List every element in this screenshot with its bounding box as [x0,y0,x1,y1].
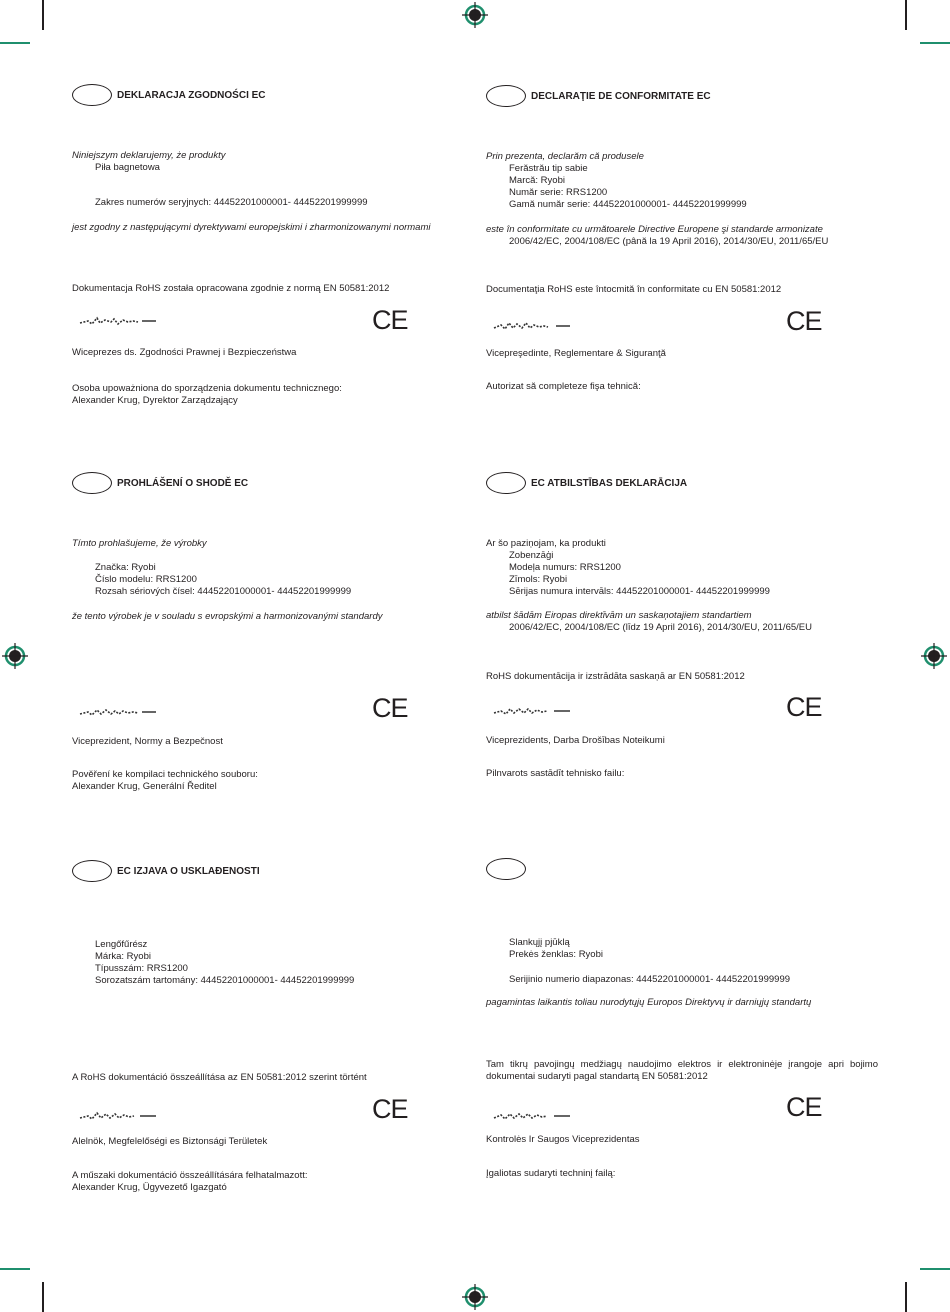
serial-range: Sērijas numura intervāls: 44452201000001- 44452201999999 [509,586,770,597]
signatory-role: Vicepreşedinte, Reglementare & Siguranţă [486,348,666,359]
intro-text: Niniejszym deklarujemy, że produkty [72,150,226,161]
serial-range: Zakres numerów seryjnych: 44452201000001- 44452201999999 [95,197,368,208]
brand: Márka: Ryobi [95,951,151,962]
brand: Zīmols: Ryobi [509,574,568,585]
crop-mark-right-bottom [920,1268,950,1270]
registration-target-icon [2,643,28,669]
conformity-text: že tento výrobek je v souladu s evropskými a harmonizovanými standardy [72,611,383,622]
signature-image [492,705,572,717]
crop-mark-left-bottom [0,1268,30,1270]
model-number: Típusszám: RRS1200 [95,963,188,974]
crop-mark-bottom-right [905,1282,907,1312]
crop-mark-top-left [42,0,44,30]
product-name: Zobenzāģi [509,550,554,561]
conformity-text: jest zgodny z następującymi dyrektywami europejskimi i zharmonizowanymi normami [72,222,431,233]
conformity-text: atbilst šādām Eiropas direktīvām un saskaņotajiem standartiem [486,610,752,621]
signature-image [492,1110,572,1122]
product-name: Lengőfűrész [95,939,148,950]
ce-mark: CE [786,692,822,722]
product-name: Ferăstrău tip sabie [509,163,588,174]
section-title: EC IZJAVA O USKLAĐENOSTI [117,866,260,877]
signatory-role: Kontrolės Ir Saugos Viceprezidentas [486,1134,640,1145]
serial-range: Serijinio numerio diapazonas: 44452201000001- 44452201999999 [509,974,791,985]
rohs-text: RoHS dokumentācija ir izstrādāta saskaņā ar EN 50581:2012 [486,671,745,682]
crop-mark-right-top [920,42,950,44]
authorized-label: Įgaliotas sudaryti techninį failą: [486,1168,616,1179]
signatory-role: Viceprezidents, Darba Drošības Noteikumi [486,735,665,746]
crop-mark-bottom-left [42,1282,44,1312]
signature-image [78,706,158,718]
signatory-role: Wiceprezes ds. Zgodności Prawnej i Bezpieczeństwa [72,347,297,358]
conformity-text: pagamintas laikantis toliau nurodytųjų Europos Direktyvų ir darniųjų standartų [486,997,812,1008]
directives-list: 2006/42/EC, 2004/108/EC (līdz 19 April 2016), 2014/30/EU, 2011/65/EU [509,622,812,633]
authorized-label: Pilnvarots sastādīt tehnisko failu: [486,768,625,779]
directives-list: 2006/42/EC, 2004/108/EC (până la 19 April 2016), 2014/30/EU, 2011/65/EU [509,236,829,247]
brand: Marcă: Ryobi [509,175,565,186]
authorized-label: Autorizat să completeze fişa tehnică: [486,381,641,392]
signature-image [78,1110,158,1122]
authorized-name: Alexander Krug, Ügyvezető Igazgató [72,1182,227,1193]
crop-mark-top-right [905,0,907,30]
product-name: Slankųjį pjūklą [509,937,570,948]
registration-target-icon [921,643,947,669]
section-title: DECLARAŢIE DE CONFORMITATE EC [531,91,711,102]
brand: Prekės ženklas: Ryobi [509,949,603,960]
language-code-oval [72,472,112,494]
ce-mark: CE [372,305,408,335]
authorized-name: Alexander Krug, Dyrektor Zarządzający [72,395,238,406]
ce-mark: CE [372,693,408,723]
signatory-role: Viceprezident, Normy a Bezpečnost [72,736,223,747]
ce-mark: CE [372,1094,408,1124]
section-title: PROHLÁŠENÍ O SHODĚ EC [117,478,249,489]
crop-mark-left-top [0,42,30,44]
section-title: EC ATBILSTĪBAS DEKLARĀCIJA [531,478,688,489]
authorized-label: Pověření ke kompilaci technického souboru: [72,769,258,780]
authorized-name: Alexander Krug, Generální Ředitel [72,781,217,792]
ce-mark: CE [786,306,822,336]
signature-image [492,320,572,332]
serial-range: Sorozatszám tartomány: 44452201000001- 44452201999999 [95,975,355,986]
language-code-oval [72,860,112,882]
section-title: DEKLARACJA ZGODNOŚCI EC [117,90,266,101]
signatory-role: Alelnök, Megfelelőségi es Biztonsági Területek [72,1136,268,1147]
rohs-text: Dokumentacja RoHS została opracowana zgodnie z normą EN 50581:2012 [72,283,390,294]
intro-text: Ar šo paziņojam, ka produkti [486,538,606,549]
intro-text: Tímto prohlašujeme, že výrobky [72,538,207,549]
language-code-oval [486,85,526,107]
model-number: Modeļa numurs: RRS1200 [509,562,621,573]
ce-mark: CE [786,1092,822,1122]
authorized-label: A műszaki dokumentáció összeállítására felhatalmazott: [72,1170,308,1181]
signature-image [78,315,158,327]
rohs-text: A RoHS dokumentáció összeállítása az EN 50581:2012 szerint történt [72,1072,367,1083]
registration-target-icon [462,1284,488,1310]
serial-range: Rozsah sériových čísel: 44452201000001- 44452201999999 [95,586,352,597]
language-code-oval [486,858,526,880]
product-name: Piła bagnetowa [95,162,160,173]
language-code-oval [72,84,112,106]
rohs-text: Documentaţia RoHS este întocmită în conformitate cu EN 50581:2012 [486,284,782,295]
model-number: Număr serie: RRS1200 [509,187,608,198]
language-code-oval [486,472,526,494]
intro-text: Prin prezenta, declarăm că produsele [486,151,644,162]
serial-range: Gamă număr serie: 44452201000001- 44452201999999 [509,199,747,210]
brand: Značka: Ryobi [95,562,156,573]
registration-target-icon [462,2,488,28]
conformity-text: este în conformitate cu următoarele Directive Europene şi standarde armonizate [486,224,823,235]
rohs-text: Tam tikrų pavojingų medžiagų naudojimo elektros ir elektroninėje įrangoje apri bojimo dokumentai sudaryti pagal standartą EN 50581:2012 [486,1059,878,1082]
model-number: Číslo modelu: RRS1200 [95,574,197,585]
authorized-label: Osoba upoważniona do sporządzenia dokumentu technicznego: [72,383,342,394]
